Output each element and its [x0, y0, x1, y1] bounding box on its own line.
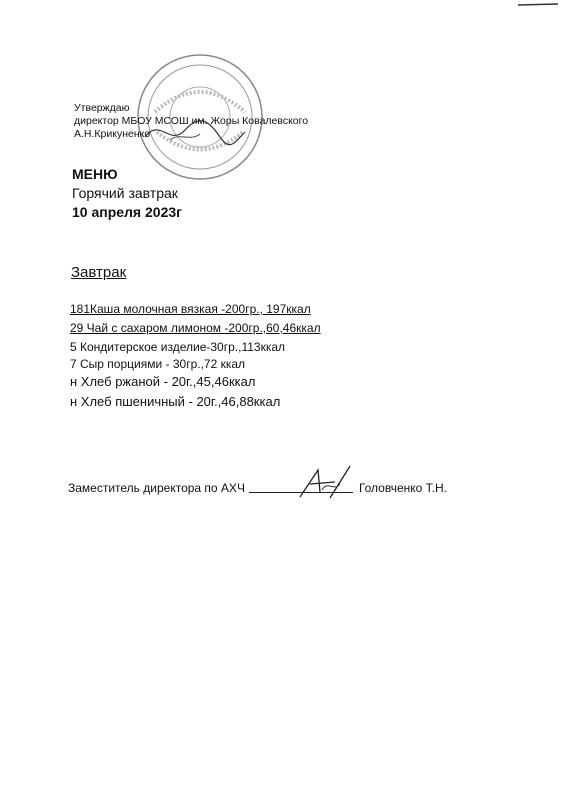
menu-item: 29 Чай с сахаром лимоном -200гр.,60,46ккал — [70, 321, 321, 335]
menu-item: н Хлеб ржаной - 20г.,45,46ккал — [70, 374, 256, 389]
scan-edge-mark — [518, 2, 558, 8]
approval-line-1: Утверждаю — [74, 102, 130, 114]
signature-footer — [68, 481, 447, 495]
footer-position: Заместитель директора по АХЧ — [68, 481, 245, 495]
menu-item: н Хлеб пшеничный - 20г.,46,88ккал — [70, 394, 281, 409]
menu-date: 10 апреля 2023г — [72, 204, 182, 220]
menu-item: 181Каша молочная вязкая -200гр., 197ккал — [70, 302, 311, 316]
approval-line-3: А.Н.Крикуненко — [74, 128, 151, 140]
approval-block — [74, 102, 308, 141]
menu-item: 7 Сыр порциями - 30гр.,72 ккал — [70, 357, 246, 371]
menu-subtitle: Горячий завтрак — [72, 185, 178, 201]
section-title: Завтрак — [71, 264, 127, 281]
deputy-signature — [290, 462, 370, 502]
footer-name: Головченко Т.Н. — [358, 481, 447, 495]
menu-item: 5 Кондитерское изделие-30гр.,113ккал — [70, 340, 286, 354]
menu-title: МЕНЮ — [72, 166, 118, 182]
approval-line-2: директор МБОУ МСОШ им. Жоры Ковалевского — [74, 115, 309, 127]
